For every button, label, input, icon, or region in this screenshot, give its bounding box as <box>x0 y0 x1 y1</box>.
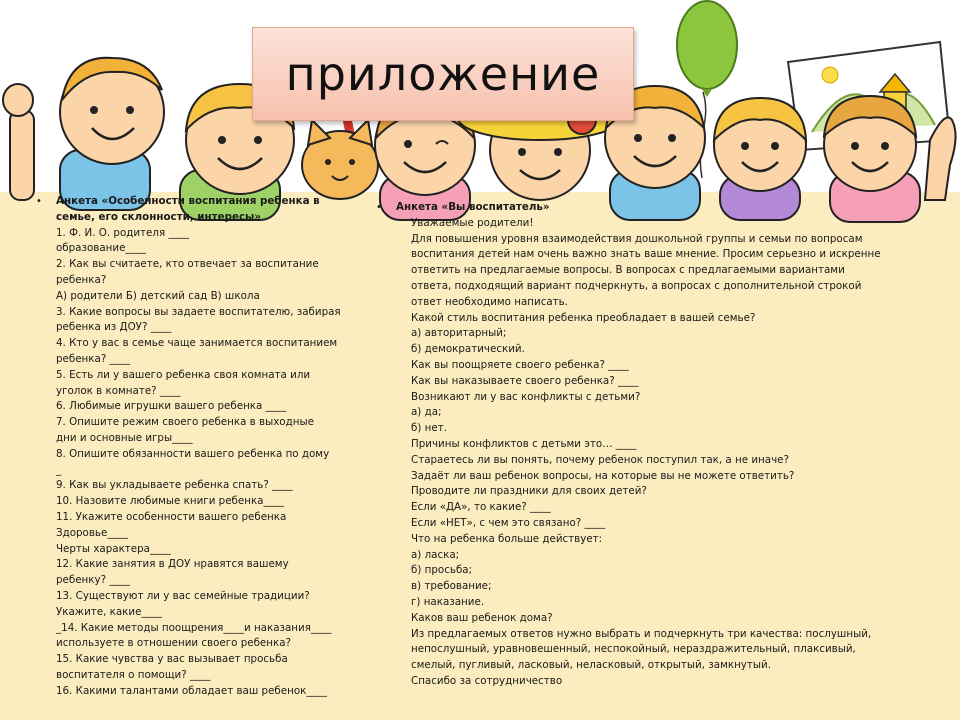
list-item: а) авторитарный; <box>411 327 507 340</box>
list-item: Каков ваш ребенок дома? <box>411 611 553 624</box>
list-item: Задаёт ли ваш ребенок вопросы, на которые вы не можете ответить? <box>411 469 795 482</box>
list-item: Укажите, какие____ <box>56 605 163 618</box>
list-item: уголок в комнате? ____ <box>56 384 181 397</box>
questionnaire-left <box>36 194 354 700</box>
list-item: 1. Ф. И. О. родителя ____ <box>56 226 190 239</box>
list-item: г) наказание. <box>411 595 485 608</box>
left-header: Анкета «Особенности воспитания ребенка в семье, его склонности, интересы» <box>56 195 320 223</box>
list-item: воспитателя о помощи? ____ <box>56 668 211 681</box>
list-item: Из предлагаемых ответов нужно выбрать и подчеркнуть три качества: послушный, <box>411 627 872 640</box>
list-item: б) нет. <box>411 422 447 435</box>
right-lines <box>376 216 916 690</box>
list-item: используете в отношении своего ребенка? <box>56 637 291 650</box>
list-item: Спасибо за сотрудничество <box>411 674 563 687</box>
list-item: образование____ <box>56 242 147 255</box>
list-item: непослушный, уравновешенный, неспокойный, нераздражительный, плаксивый, <box>411 643 856 656</box>
list-item: ребенка? <box>56 273 107 286</box>
list-item: Какой стиль воспитания ребенка преобладает в вашей семье? <box>411 311 756 324</box>
list-item: Здоровье____ <box>56 526 128 539</box>
list-item: 13. Существуют ли у вас семейные традиции? <box>56 589 310 602</box>
list-item: 10. Назовите любимые книги ребенка____ <box>56 495 285 508</box>
list-item: б) демократический. <box>411 343 525 356</box>
left-lines <box>36 226 354 700</box>
list-item: воспитания детей нам очень важно знать ваше мнение. Просим серьезно и искренне <box>411 248 881 261</box>
list-item: 9. Как вы укладываете ребенка спать? ____ <box>56 479 293 492</box>
left-header-row <box>36 194 354 226</box>
list-item: ребенка? ____ <box>56 352 131 365</box>
bullet-icon: • <box>36 196 42 207</box>
list-item: А) родители Б) детский сад В) школа <box>56 289 260 302</box>
list-item: смелый, пугливый, ласковый, неласковый, открытый, замкнутый. <box>411 659 771 672</box>
list-item: а) ласка; <box>411 548 460 561</box>
list-item: дни и основные игры____ <box>56 431 193 444</box>
list-item: 4. Кто у вас в семье чаще занимается воспитанием <box>56 337 338 350</box>
list-item: Как вы наказываете своего ребенка? ____ <box>411 374 639 387</box>
list-item: в) требование; <box>411 580 492 593</box>
child-face-icon <box>60 58 164 210</box>
list-item: Для повышения уровня взаимодействия дошкольной группы и семьи по вопросам <box>411 232 863 245</box>
list-item: ребенка из ДОУ? ____ <box>56 321 172 334</box>
list-item: 16. Какими талантами обладает ваш ребенок____ <box>56 684 327 697</box>
list-item: _14. Какие методы поощрения____и наказания____ <box>56 621 332 634</box>
hand-icon <box>3 84 34 200</box>
list-item: 11. Укажите особенности вашего ребенка <box>56 510 287 523</box>
list-item: Стараетесь ли вы понять, почему ребенок поступил так, а не иначе? <box>411 453 789 466</box>
list-item: Возникают ли у вас конфликты с детьми? <box>411 390 641 403</box>
list-item: 12. Какие занятия в ДОУ нравятся вашему <box>56 558 289 571</box>
list-item: 8. Опишите обязанности вашего ребенка по дому <box>56 447 330 460</box>
cat-icon <box>302 120 378 199</box>
list-item: Как вы поощряете своего ребенка? ____ <box>411 358 629 371</box>
list-item: Если «НЕТ», с чем это связано? ____ <box>411 516 606 529</box>
list-item: Причины конфликтов с детьми это… ____ <box>411 437 637 450</box>
list-item: ответа, подходящий вариант подчеркнуть, а вопросах с дополнительной строкой <box>411 279 862 292</box>
list-item: Проводите ли праздники для своих детей? <box>411 485 647 498</box>
list-item: ответ необходимо написать. <box>411 295 569 308</box>
list-item: а) да; <box>411 406 442 419</box>
questionnaire-right <box>376 200 916 690</box>
right-header: Анкета «Вы воспитатель» <box>396 201 550 213</box>
title-banner <box>252 27 634 121</box>
list-item: 6. Любимые игрушки вашего ребенка ____ <box>56 400 287 413</box>
bullet-icon: • <box>376 202 382 213</box>
list-item: б) просьба; <box>411 564 473 577</box>
list-item: Если «ДА», то какие? ____ <box>411 501 551 514</box>
list-item: ответить на предлагаемые вопросы. В вопросах с предлагаемыми вариантами <box>411 264 845 277</box>
list-item: 3. Какие вопросы вы задаете воспитателю, забирая <box>56 305 341 318</box>
list-item: 7. Опишите режим своего ребенка в выходные <box>56 416 314 429</box>
list-item: 15. Какие чувства у вас вызывает просьба <box>56 653 288 666</box>
list-item: ребенку? ____ <box>56 574 130 587</box>
right-header-row <box>376 200 916 216</box>
page-title: приложение <box>285 47 601 101</box>
list-item: Черты характера____ <box>56 542 171 555</box>
list-item: _ <box>56 463 62 476</box>
list-item: 2. Как вы считаете, кто отвечает за воспитание <box>56 258 319 271</box>
list-item: Что на ребенка больше действует: <box>411 532 603 545</box>
list-item: 5. Есть ли у вашего ребенка своя комната или <box>56 368 311 381</box>
list-item: Уважаемые родители! <box>411 216 534 229</box>
